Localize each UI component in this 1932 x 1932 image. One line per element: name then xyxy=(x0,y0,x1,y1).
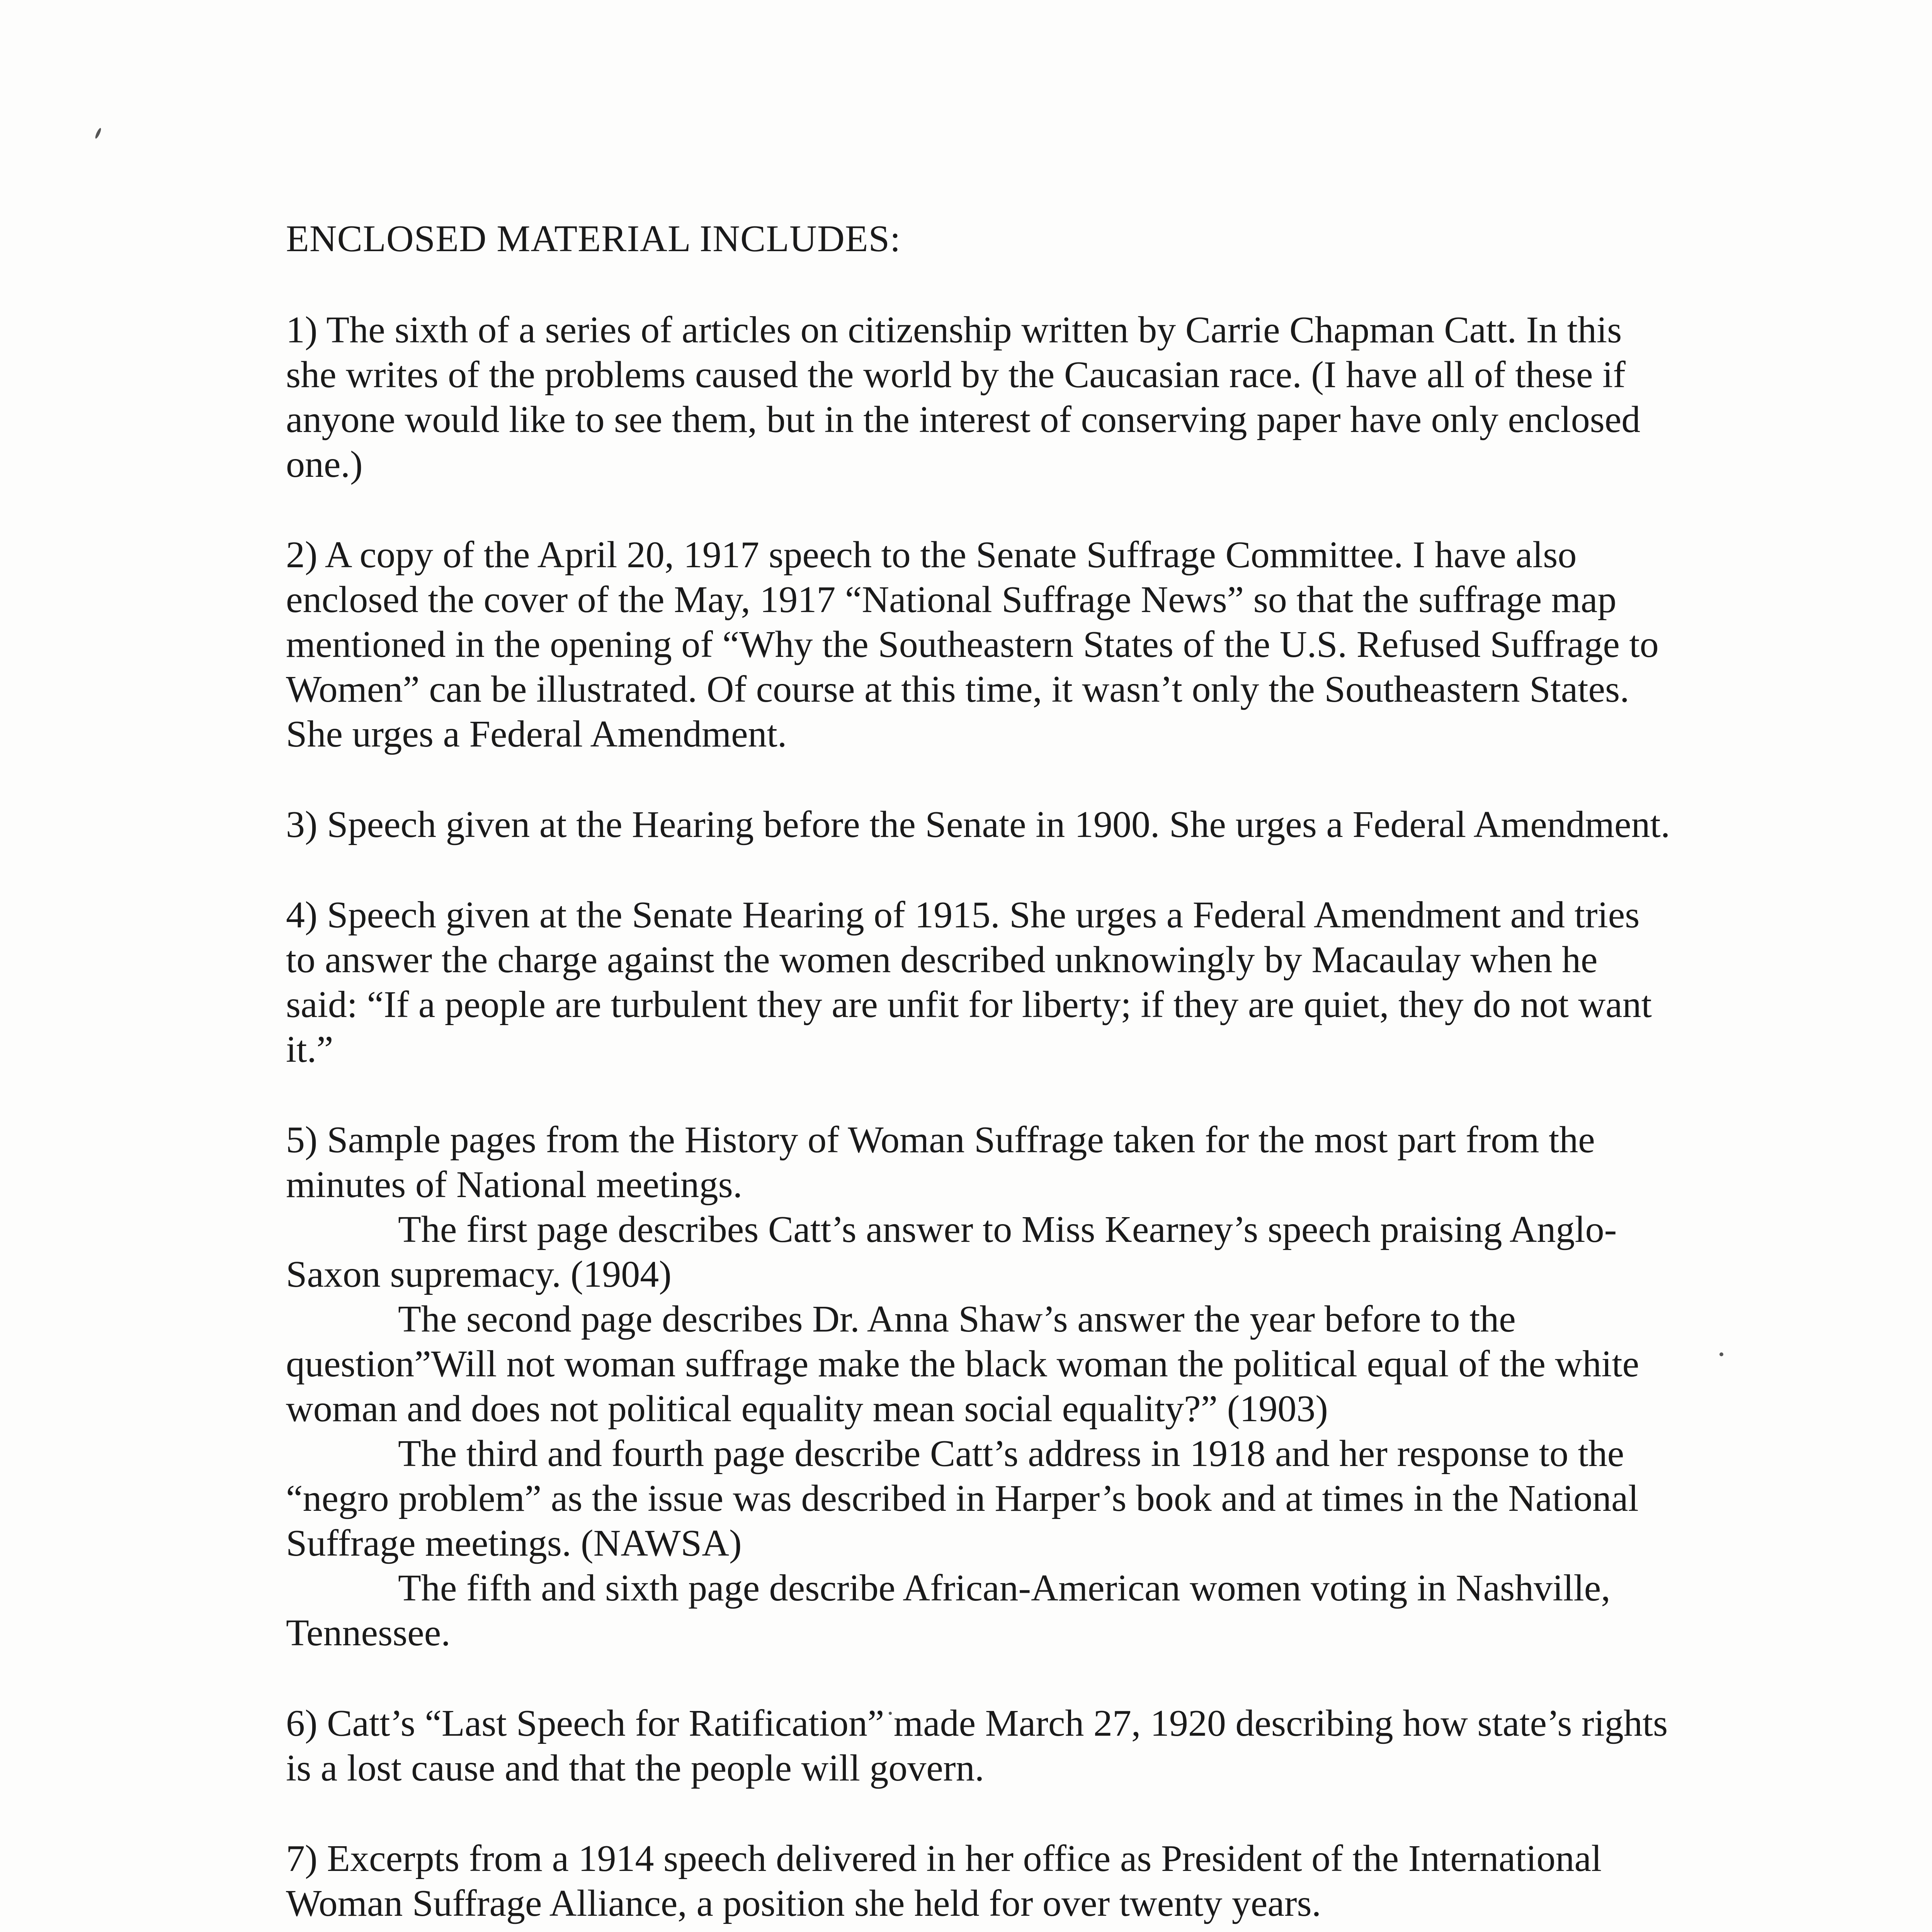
list-item-text: 5) Sample pages from the History of Woman Suffrage taken for the most part from the minutes of National meetings. xyxy=(286,1119,1595,1206)
list-item-text: 4) Speech given at the Senate Hearing of 1915. She urges a Federal Amendment and tries to answer the charge against the women described unknowingly by Macaulay when he said: “If a people are turbulent they are unfit for liberty; if they are quiet, they do not want it.” xyxy=(286,894,1652,1070)
list-item-text: 7) Excerpts from a 1914 speech delivered in her office as President of the International Woman Suffrage Alliance, a position she held for over twenty years. xyxy=(286,1838,1602,1924)
list-item-text: 3) Speech given at the Hearing before the Senate in 1900. She urges a Federal Amendment. xyxy=(286,804,1670,845)
list-item-5 xyxy=(286,1117,1677,1655)
list-item-7 xyxy=(286,1836,1677,1926)
page-heading: ENCLOSED MATERIAL INCLUDES: xyxy=(286,218,901,260)
sub-paragraph-third-fourth-page: The third and fourth page describe Catt’s address in 1918 and her response to the “negro problem” as the issue was described in Harper’s book and at times in the National Suffrage meetings. (NAWSA) xyxy=(286,1433,1639,1564)
list-item-1 xyxy=(286,308,1677,487)
document-body xyxy=(286,216,1677,1932)
sub-paragraph-second-page: The second page describes Dr. Anna Shaw’s answer the year before to the question”Will not woman suffrage make the black woman the political equal of the white woman and does not political equality mean social equality?” (1903) xyxy=(286,1298,1639,1430)
scan-mark xyxy=(94,128,102,139)
list-item-text: 2) A copy of the April 20, 1917 speech to the Senate Suffrage Committee. I have also enclosed the cover of the May, 1917 “National Suffrage News” so that the suffrage map mentioned in the opening of “Why the Southeastern States of the U.S. Refused Suffrage to Women” can be illustrated. Of course at this time, it wasn’t only the Southeastern States. She urges a Federal Amendment. xyxy=(286,534,1659,755)
sub-paragraph-fifth-sixth-page: The fifth and sixth page describe African-American women voting in Nashville, Tennessee. xyxy=(286,1567,1611,1654)
sub-paragraph-first-page: The first page describes Catt’s answer to Miss Kearney’s speech praising Anglo-Saxon supremacy. (1904) xyxy=(286,1209,1617,1295)
list-item-6 xyxy=(286,1701,1677,1791)
list-item-4 xyxy=(286,893,1677,1072)
list-item-text: 1) The sixth of a series of articles on citizenship written by Carrie Chapman Catt. In this she writes of the problems caused the world by the Caucasian race. (I have all of these if anyone would like to see them, but in the interest of conserving paper have only enclosed one.) xyxy=(286,309,1641,485)
list-item-2 xyxy=(286,532,1677,757)
list-item-3 xyxy=(286,802,1677,847)
list-item-text: 6) Catt’s “Last Speech for Ratification” made March 27, 1920 describing how state’s rights is a lost cause and that the people will govern. xyxy=(286,1702,1668,1789)
scan-mark xyxy=(1719,1352,1723,1356)
